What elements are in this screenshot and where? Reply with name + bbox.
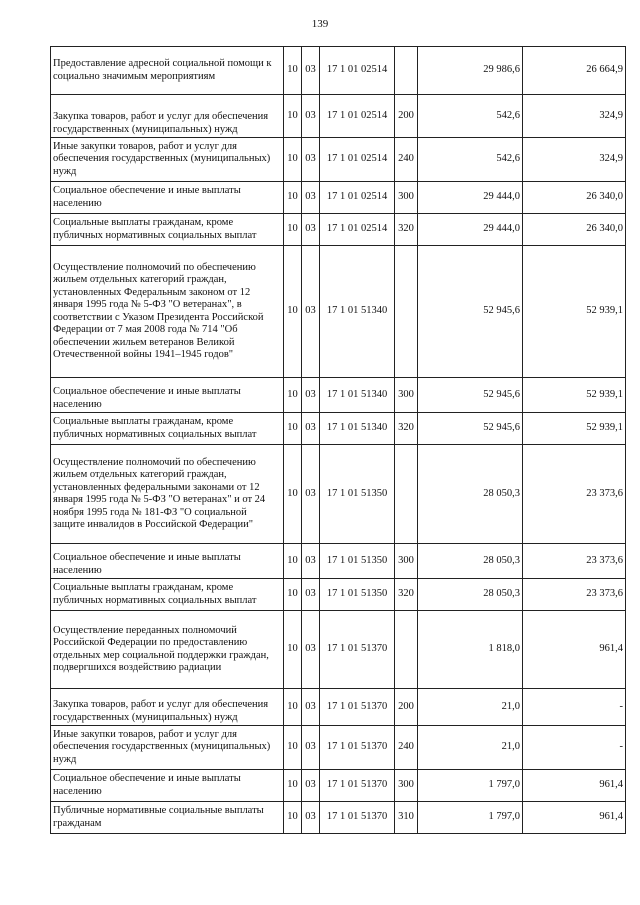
section-code: 10 <box>284 770 302 802</box>
table-row <box>51 214 626 246</box>
subsection-code: 03 <box>302 689 320 726</box>
page-number: 139 <box>311 18 329 30</box>
amount-year-1: 52 945,6 <box>418 413 523 445</box>
target-article-code: 17 1 01 51370 <box>320 802 395 834</box>
amount-year-1: 29 444,0 <box>418 182 523 214</box>
amount-year-2: 324,9 <box>523 138 626 182</box>
table-row <box>51 689 626 726</box>
amount-year-2: 23 373,6 <box>523 579 626 611</box>
budget-table <box>50 46 626 834</box>
subsection-code: 03 <box>302 544 320 579</box>
row-description: Иные закупки товаров, работ и услуг для обеспечения государственных (муниципальных) нужд <box>51 726 284 770</box>
row-description: Социальные выплаты гражданам, кроме публичных нормативных социальных выплат <box>51 413 284 445</box>
expense-type-code: 240 <box>395 726 418 770</box>
row-description: Социальное обеспечение и иные выплаты населению <box>51 544 284 579</box>
amount-year-1: 542,6 <box>418 95 523 138</box>
table-row <box>51 95 626 138</box>
subsection-code: 03 <box>302 47 320 95</box>
section-code: 10 <box>284 726 302 770</box>
table-row <box>51 544 626 579</box>
section-code: 10 <box>284 413 302 445</box>
subsection-code: 03 <box>302 802 320 834</box>
target-article-code: 17 1 01 51350 <box>320 579 395 611</box>
section-code: 10 <box>284 47 302 95</box>
table-row <box>51 445 626 544</box>
target-article-code: 17 1 01 51370 <box>320 689 395 726</box>
amount-year-2: 23 373,6 <box>523 445 626 544</box>
expense-type-code: 240 <box>395 138 418 182</box>
amount-year-2: 52 939,1 <box>523 378 626 413</box>
table-row <box>51 611 626 689</box>
subsection-code: 03 <box>302 726 320 770</box>
table-row <box>51 182 626 214</box>
amount-year-1: 21,0 <box>418 726 523 770</box>
section-code: 10 <box>284 544 302 579</box>
section-code: 10 <box>284 214 302 246</box>
subsection-code: 03 <box>302 445 320 544</box>
section-code: 10 <box>284 611 302 689</box>
row-description: Предоставление адресной социальной помощи к социально значимым мероприятиям <box>51 47 284 95</box>
target-article-code: 17 1 01 02514 <box>320 95 395 138</box>
row-description: Осуществление полномочий по обеспечению жильем отдельных категорий граждан, установленных Федеральным законом от 12 января 1995 года № 5-ФЗ "О ветеранах", в соответствии с Указом Президента Российской Федерации от 7 мая 2008 года № 714 "Об обеспечении жильем ветеранов Великой Отечественной войны 1941–1945 годов" <box>51 246 284 378</box>
row-description: Социальные выплаты гражданам, кроме публичных нормативных социальных выплат <box>51 214 284 246</box>
table-row <box>51 413 626 445</box>
target-article-code: 17 1 01 51340 <box>320 413 395 445</box>
amount-year-2: 26 340,0 <box>523 182 626 214</box>
row-description: Социальные выплаты гражданам, кроме публичных нормативных социальных выплат <box>51 579 284 611</box>
expense-type-code: 300 <box>395 378 418 413</box>
row-description: Социальное обеспечение и иные выплаты населению <box>51 182 284 214</box>
amount-year-1: 21,0 <box>418 689 523 726</box>
amount-year-1: 1 818,0 <box>418 611 523 689</box>
target-article-code: 17 1 01 51370 <box>320 726 395 770</box>
section-code: 10 <box>284 445 302 544</box>
section-code: 10 <box>284 138 302 182</box>
table-row <box>51 726 626 770</box>
subsection-code: 03 <box>302 182 320 214</box>
expense-type-code: 200 <box>395 689 418 726</box>
amount-year-2: 23 373,6 <box>523 544 626 579</box>
amount-year-1: 1 797,0 <box>418 802 523 834</box>
amount-year-2: 324,9 <box>523 95 626 138</box>
amount-year-2: 961,4 <box>523 770 626 802</box>
expense-type-code: 320 <box>395 579 418 611</box>
amount-year-1: 29 986,6 <box>418 47 523 95</box>
expense-type-code <box>395 246 418 378</box>
target-article-code: 17 1 01 51350 <box>320 544 395 579</box>
target-article-code: 17 1 01 51340 <box>320 378 395 413</box>
target-article-code: 17 1 01 02514 <box>320 182 395 214</box>
row-description: Иные закупки товаров, работ и услуг для обеспечения государственных (муниципальных) нужд <box>51 138 284 182</box>
section-code: 10 <box>284 378 302 413</box>
amount-year-1: 1 797,0 <box>418 770 523 802</box>
target-article-code: 17 1 01 51350 <box>320 445 395 544</box>
amount-year-2: 26 340,0 <box>523 214 626 246</box>
expense-type-code <box>395 445 418 544</box>
section-code: 10 <box>284 802 302 834</box>
section-code: 10 <box>284 95 302 138</box>
table-row <box>51 47 626 95</box>
row-description: Осуществление переданных полномочий Российской Федерации по предоставлению отдельных мер социальной поддержки граждан, подвергшихся воздействию радиации <box>51 611 284 689</box>
amount-year-2: 26 664,9 <box>523 47 626 95</box>
expense-type-code: 200 <box>395 95 418 138</box>
row-description: Осуществление полномочий по обеспечению жильем отдельных категорий граждан, установленных федеральными законами от 12 января 1995 года № 5-ФЗ "О ветеранах" и от 24 ноября 1995 года № 181-ФЗ "О социальной защите инвалидов в Российской Федерации" <box>51 445 284 544</box>
subsection-code: 03 <box>302 138 320 182</box>
table-row <box>51 579 626 611</box>
subsection-code: 03 <box>302 579 320 611</box>
amount-year-1: 28 050,3 <box>418 579 523 611</box>
subsection-code: 03 <box>302 413 320 445</box>
amount-year-2: 961,4 <box>523 802 626 834</box>
row-description: Публичные нормативные социальные выплаты гражданам <box>51 802 284 834</box>
target-article-code: 17 1 01 02514 <box>320 47 395 95</box>
table-row <box>51 138 626 182</box>
row-description: Закупка товаров, работ и услуг для обеспечения государственных (муниципальных) нужд <box>51 689 284 726</box>
expense-type-code <box>395 611 418 689</box>
amount-year-2: 961,4 <box>523 611 626 689</box>
amount-year-1: 29 444,0 <box>418 214 523 246</box>
subsection-code: 03 <box>302 95 320 138</box>
amount-year-1: 28 050,3 <box>418 544 523 579</box>
subsection-code: 03 <box>302 246 320 378</box>
table-row <box>51 246 626 378</box>
amount-year-1: 52 945,6 <box>418 378 523 413</box>
row-description: Закупка товаров, работ и услуг для обеспечения государственных (муниципальных) нужд <box>51 95 284 138</box>
amount-year-1: 28 050,3 <box>418 445 523 544</box>
amount-year-1: 52 945,6 <box>418 246 523 378</box>
section-code: 10 <box>284 579 302 611</box>
amount-year-2: 52 939,1 <box>523 413 626 445</box>
subsection-code: 03 <box>302 378 320 413</box>
target-article-code: 17 1 01 51370 <box>320 611 395 689</box>
target-article-code: 17 1 01 51340 <box>320 246 395 378</box>
target-article-code: 17 1 01 02514 <box>320 138 395 182</box>
section-code: 10 <box>284 182 302 214</box>
section-code: 10 <box>284 689 302 726</box>
target-article-code: 17 1 01 51370 <box>320 770 395 802</box>
row-description: Социальное обеспечение и иные выплаты населению <box>51 770 284 802</box>
amount-year-1: 542,6 <box>418 138 523 182</box>
subsection-code: 03 <box>302 770 320 802</box>
expense-type-code: 320 <box>395 413 418 445</box>
amount-year-2: - <box>523 726 626 770</box>
amount-year-2: - <box>523 689 626 726</box>
expense-type-code <box>395 47 418 95</box>
expense-type-code: 320 <box>395 214 418 246</box>
expense-type-code: 300 <box>395 770 418 802</box>
expense-type-code: 310 <box>395 802 418 834</box>
section-code: 10 <box>284 246 302 378</box>
row-description: Социальное обеспечение и иные выплаты населению <box>51 378 284 413</box>
table-row <box>51 378 626 413</box>
table-row <box>51 802 626 834</box>
expense-type-code: 300 <box>395 544 418 579</box>
subsection-code: 03 <box>302 214 320 246</box>
table-row <box>51 770 626 802</box>
amount-year-2: 52 939,1 <box>523 246 626 378</box>
subsection-code: 03 <box>302 611 320 689</box>
target-article-code: 17 1 01 02514 <box>320 214 395 246</box>
expense-type-code: 300 <box>395 182 418 214</box>
